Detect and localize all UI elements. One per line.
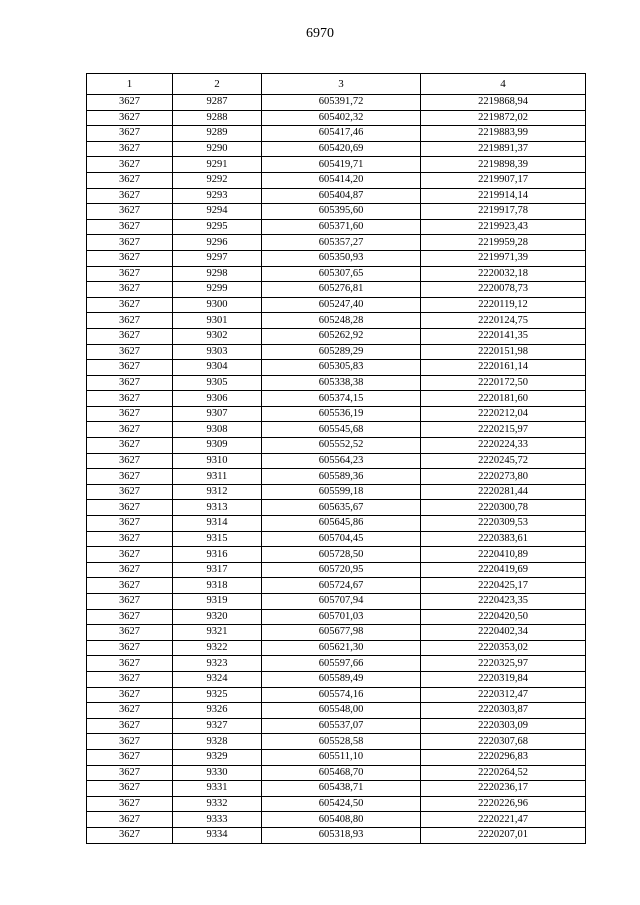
cell-y: 2220207,01 (421, 827, 586, 843)
cell-id: 3627 (87, 562, 173, 578)
cell-point: 9293 (173, 188, 262, 204)
cell-y: 2220303,09 (421, 718, 586, 734)
table-row (87, 796, 586, 812)
cell-x: 605414,20 (262, 172, 421, 188)
cell-x: 605420,69 (262, 141, 421, 157)
table-row (87, 656, 586, 672)
cell-x: 605438,71 (262, 781, 421, 797)
cell-x: 605564,23 (262, 453, 421, 469)
table-row (87, 625, 586, 641)
cell-x: 605589,36 (262, 469, 421, 485)
cell-y: 2220312,47 (421, 687, 586, 703)
cell-x: 605338,38 (262, 375, 421, 391)
cell-id: 3627 (87, 671, 173, 687)
cell-x: 605424,50 (262, 796, 421, 812)
cell-point: 9291 (173, 157, 262, 173)
table-row (87, 765, 586, 781)
cell-y: 2220226,96 (421, 796, 586, 812)
cell-x: 605419,71 (262, 157, 421, 173)
cell-x: 605574,16 (262, 687, 421, 703)
cell-point: 9308 (173, 422, 262, 438)
table-row (87, 671, 586, 687)
cell-point: 9333 (173, 812, 262, 828)
cell-id: 3627 (87, 547, 173, 563)
table-row (87, 594, 586, 610)
cell-id: 3627 (87, 827, 173, 843)
cell-id: 3627 (87, 141, 173, 157)
cell-x: 605621,30 (262, 640, 421, 656)
table-row (87, 812, 586, 828)
cell-id: 3627 (87, 360, 173, 376)
cell-x: 605552,52 (262, 438, 421, 454)
coordinates-table (86, 73, 586, 844)
table-row (87, 344, 586, 360)
cell-point: 9317 (173, 562, 262, 578)
cell-point: 9322 (173, 640, 262, 656)
table-row (87, 282, 586, 298)
cell-id: 3627 (87, 406, 173, 422)
cell-y: 2220307,68 (421, 734, 586, 750)
cell-x: 605408,80 (262, 812, 421, 828)
cell-y: 2220221,47 (421, 812, 586, 828)
cell-id: 3627 (87, 188, 173, 204)
table-row (87, 438, 586, 454)
cell-x: 605720,95 (262, 562, 421, 578)
cell-point: 9298 (173, 266, 262, 282)
cell-x: 605511,10 (262, 749, 421, 765)
cell-x: 605404,87 (262, 188, 421, 204)
cell-y: 2220296,83 (421, 749, 586, 765)
table-row (87, 95, 586, 111)
cell-x: 605395,60 (262, 204, 421, 220)
cell-point: 9324 (173, 671, 262, 687)
table-row (87, 562, 586, 578)
cell-id: 3627 (87, 516, 173, 532)
cell-id: 3627 (87, 297, 173, 313)
cell-y: 2220300,78 (421, 500, 586, 516)
table-row (87, 422, 586, 438)
cell-point: 9300 (173, 297, 262, 313)
cell-id: 3627 (87, 126, 173, 142)
cell-id: 3627 (87, 718, 173, 734)
table-row (87, 235, 586, 251)
cell-y: 2220032,18 (421, 266, 586, 282)
cell-id: 3627 (87, 235, 173, 251)
table-row (87, 219, 586, 235)
cell-point: 9321 (173, 625, 262, 641)
cell-y: 2219971,39 (421, 250, 586, 266)
table-row (87, 718, 586, 734)
cell-id: 3627 (87, 95, 173, 111)
cell-point: 9318 (173, 578, 262, 594)
table-row (87, 360, 586, 376)
cell-x: 605350,93 (262, 250, 421, 266)
cell-id: 3627 (87, 703, 173, 719)
cell-y: 2219907,17 (421, 172, 586, 188)
table-row (87, 484, 586, 500)
cell-id: 3627 (87, 781, 173, 797)
table-row (87, 781, 586, 797)
cell-y: 2219868,94 (421, 95, 586, 111)
cell-id: 3627 (87, 625, 173, 641)
cell-id: 3627 (87, 375, 173, 391)
table-row (87, 453, 586, 469)
cell-x: 605248,28 (262, 313, 421, 329)
cell-x: 605704,45 (262, 531, 421, 547)
cell-point: 9329 (173, 749, 262, 765)
table-row (87, 640, 586, 656)
table-row (87, 391, 586, 407)
cell-point: 9332 (173, 796, 262, 812)
cell-y: 2220423,35 (421, 594, 586, 610)
cell-y: 2220151,98 (421, 344, 586, 360)
cell-x: 605357,27 (262, 235, 421, 251)
cell-id: 3627 (87, 453, 173, 469)
cell-id: 3627 (87, 344, 173, 360)
cell-id: 3627 (87, 438, 173, 454)
cell-y: 2220172,50 (421, 375, 586, 391)
table-row (87, 188, 586, 204)
cell-y: 2220224,33 (421, 438, 586, 454)
cell-id: 3627 (87, 266, 173, 282)
cell-point: 9290 (173, 141, 262, 157)
cell-point: 9309 (173, 438, 262, 454)
column-header-3: 3 (262, 74, 421, 95)
cell-point: 9311 (173, 469, 262, 485)
cell-point: 9313 (173, 500, 262, 516)
table-row (87, 578, 586, 594)
table-row (87, 531, 586, 547)
table-row (87, 266, 586, 282)
cell-id: 3627 (87, 578, 173, 594)
cell-id: 3627 (87, 796, 173, 812)
table-row (87, 313, 586, 329)
cell-id: 3627 (87, 313, 173, 329)
table-row (87, 141, 586, 157)
cell-point: 9330 (173, 765, 262, 781)
table-row (87, 157, 586, 173)
cell-x: 605597,66 (262, 656, 421, 672)
cell-id: 3627 (87, 609, 173, 625)
cell-point: 9319 (173, 594, 262, 610)
cell-y: 2220402,34 (421, 625, 586, 641)
cell-x: 605307,65 (262, 266, 421, 282)
cell-id: 3627 (87, 391, 173, 407)
column-header-1: 1 (87, 74, 173, 95)
table-row (87, 172, 586, 188)
cell-x: 605468,70 (262, 765, 421, 781)
cell-id: 3627 (87, 172, 173, 188)
cell-y: 2219917,78 (421, 204, 586, 220)
cell-x: 605548,00 (262, 703, 421, 719)
cell-x: 605728,50 (262, 547, 421, 563)
cell-y: 2220212,04 (421, 406, 586, 422)
cell-point: 9320 (173, 609, 262, 625)
column-header-4: 4 (421, 74, 586, 95)
cell-y: 2219891,37 (421, 141, 586, 157)
cell-y: 2220141,35 (421, 328, 586, 344)
cell-y: 2220419,69 (421, 562, 586, 578)
cell-id: 3627 (87, 282, 173, 298)
page-number: 6970 (306, 26, 334, 41)
cell-point: 9302 (173, 328, 262, 344)
cell-y: 2220078,73 (421, 282, 586, 298)
table-row (87, 500, 586, 516)
cell-point: 9292 (173, 172, 262, 188)
cell-point: 9326 (173, 703, 262, 719)
cell-x: 605545,68 (262, 422, 421, 438)
cell-point: 9296 (173, 235, 262, 251)
cell-x: 605599,18 (262, 484, 421, 500)
table-row (87, 547, 586, 563)
cell-id: 3627 (87, 640, 173, 656)
cell-point: 9297 (173, 250, 262, 266)
cell-y: 2220383,61 (421, 531, 586, 547)
cell-x: 605645,86 (262, 516, 421, 532)
cell-id: 3627 (87, 734, 173, 750)
cell-x: 605247,40 (262, 297, 421, 313)
cell-y: 2220245,72 (421, 453, 586, 469)
cell-x: 605724,67 (262, 578, 421, 594)
cell-id: 3627 (87, 812, 173, 828)
table-row (87, 250, 586, 266)
cell-x: 605289,29 (262, 344, 421, 360)
cell-id: 3627 (87, 656, 173, 672)
cell-id: 3627 (87, 469, 173, 485)
cell-y: 2220309,53 (421, 516, 586, 532)
table-row (87, 469, 586, 485)
cell-y: 2219959,28 (421, 235, 586, 251)
cell-id: 3627 (87, 500, 173, 516)
cell-id: 3627 (87, 110, 173, 126)
cell-y: 2220319,84 (421, 671, 586, 687)
table-row (87, 516, 586, 532)
cell-y: 2220124,75 (421, 313, 586, 329)
cell-y: 2219898,39 (421, 157, 586, 173)
cell-point: 9301 (173, 313, 262, 329)
table-row (87, 734, 586, 750)
cell-point: 9310 (173, 453, 262, 469)
cell-id: 3627 (87, 204, 173, 220)
column-header-2: 2 (173, 74, 262, 95)
table-row (87, 687, 586, 703)
table-row (87, 297, 586, 313)
cell-y: 2220264,52 (421, 765, 586, 781)
cell-point: 9299 (173, 282, 262, 298)
table-body (87, 95, 586, 844)
cell-id: 3627 (87, 219, 173, 235)
cell-point: 9327 (173, 718, 262, 734)
cell-y: 2220119,12 (421, 297, 586, 313)
cell-y: 2220181,60 (421, 391, 586, 407)
cell-point: 9316 (173, 547, 262, 563)
table-row (87, 126, 586, 142)
cell-id: 3627 (87, 765, 173, 781)
cell-point: 9289 (173, 126, 262, 142)
cell-point: 9315 (173, 531, 262, 547)
cell-point: 9325 (173, 687, 262, 703)
cell-y: 2220425,17 (421, 578, 586, 594)
cell-x: 605318,93 (262, 827, 421, 843)
cell-y: 2220353,02 (421, 640, 586, 656)
header-row (87, 74, 586, 95)
cell-x: 605371,60 (262, 219, 421, 235)
cell-x: 605528,58 (262, 734, 421, 750)
cell-y: 2219883,99 (421, 126, 586, 142)
cell-y: 2220281,44 (421, 484, 586, 500)
cell-point: 9307 (173, 406, 262, 422)
table-row (87, 749, 586, 765)
table-row (87, 703, 586, 719)
table-row (87, 328, 586, 344)
cell-id: 3627 (87, 531, 173, 547)
cell-x: 605589,49 (262, 671, 421, 687)
cell-point: 9294 (173, 204, 262, 220)
cell-id: 3627 (87, 328, 173, 344)
cell-y: 2220303,87 (421, 703, 586, 719)
table-row (87, 406, 586, 422)
table-header (87, 74, 586, 95)
table-row (87, 110, 586, 126)
cell-y: 2219872,02 (421, 110, 586, 126)
cell-point: 9288 (173, 110, 262, 126)
cell-id: 3627 (87, 484, 173, 500)
cell-x: 605402,32 (262, 110, 421, 126)
cell-x: 605537,07 (262, 718, 421, 734)
cell-x: 605707,94 (262, 594, 421, 610)
cell-id: 3627 (87, 157, 173, 173)
cell-y: 2220236,17 (421, 781, 586, 797)
table-row (87, 827, 586, 843)
cell-id: 3627 (87, 594, 173, 610)
cell-y: 2220420,50 (421, 609, 586, 625)
cell-y: 2220325,97 (421, 656, 586, 672)
cell-x: 605374,15 (262, 391, 421, 407)
cell-x: 605677,98 (262, 625, 421, 641)
table-row (87, 375, 586, 391)
cell-point: 9303 (173, 344, 262, 360)
cell-y: 2220410,89 (421, 547, 586, 563)
cell-y: 2219914,14 (421, 188, 586, 204)
cell-point: 9295 (173, 219, 262, 235)
table-row (87, 609, 586, 625)
cell-x: 605536,19 (262, 406, 421, 422)
cell-point: 9304 (173, 360, 262, 376)
cell-x: 605417,46 (262, 126, 421, 142)
cell-x: 605635,67 (262, 500, 421, 516)
cell-y: 2220215,97 (421, 422, 586, 438)
cell-x: 605391,72 (262, 95, 421, 111)
cell-y: 2220161,14 (421, 360, 586, 376)
cell-id: 3627 (87, 250, 173, 266)
cell-point: 9323 (173, 656, 262, 672)
cell-point: 9312 (173, 484, 262, 500)
cell-x: 605262,92 (262, 328, 421, 344)
cell-point: 9287 (173, 95, 262, 111)
cell-x: 605305,83 (262, 360, 421, 376)
cell-point: 9305 (173, 375, 262, 391)
cell-x: 605701,03 (262, 609, 421, 625)
cell-id: 3627 (87, 749, 173, 765)
cell-y: 2220273,80 (421, 469, 586, 485)
cell-id: 3627 (87, 687, 173, 703)
cell-point: 9331 (173, 781, 262, 797)
cell-point: 9306 (173, 391, 262, 407)
cell-y: 2219923,43 (421, 219, 586, 235)
table-row (87, 204, 586, 220)
cell-x: 605276,81 (262, 282, 421, 298)
cell-id: 3627 (87, 422, 173, 438)
cell-point: 9334 (173, 827, 262, 843)
cell-point: 9328 (173, 734, 262, 750)
cell-point: 9314 (173, 516, 262, 532)
